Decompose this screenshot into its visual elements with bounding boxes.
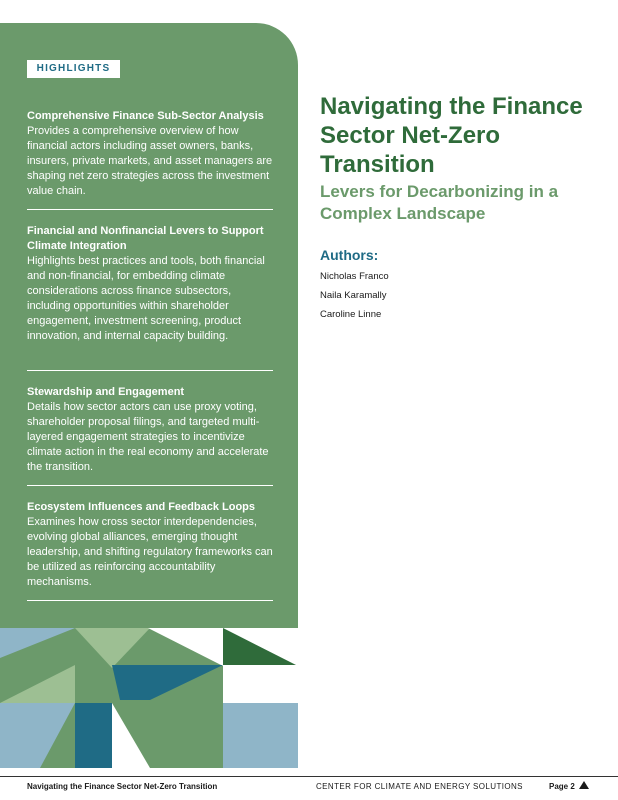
highlight-item xyxy=(27,500,273,590)
author-name: Naila Karamally xyxy=(320,290,387,301)
footer-page-number: Page 2 xyxy=(549,782,575,791)
pattern-triangle xyxy=(150,703,223,768)
pattern-polygon xyxy=(0,703,75,768)
divider xyxy=(27,485,273,486)
geometric-pattern-graphic xyxy=(0,628,298,768)
page-title: Navigating the Finance Sector Net-Zero Transition xyxy=(320,93,583,178)
author-name: Nicholas Franco xyxy=(320,271,389,282)
highlight-body: Provides a comprehensive overview of how financial actors including asset owners, banks, insurers, private markets, and asset managers are shaping net zero strategies across the investment value chain. xyxy=(27,125,273,197)
pattern-triangle xyxy=(0,665,75,703)
divider xyxy=(27,600,273,601)
highlight-item xyxy=(27,109,273,199)
up-arrow-icon[interactable] xyxy=(579,781,589,789)
divider xyxy=(27,370,273,371)
divider xyxy=(27,209,273,210)
pattern-block xyxy=(223,665,298,703)
highlight-title: Ecosystem Influences and Feedback Loops xyxy=(27,501,256,513)
pattern-triangle xyxy=(75,628,150,668)
highlight-title: Financial and Nonfinancial Levers to Support Climate Integration xyxy=(27,225,264,252)
highlight-title: Stewardship and Engagement xyxy=(27,386,185,398)
footer-divider xyxy=(0,776,618,777)
pattern-triangle xyxy=(112,703,150,768)
author-name: Caroline Linne xyxy=(320,309,382,320)
main-content xyxy=(320,92,610,320)
highlight-title: Comprehensive Finance Sub-Sector Analysis xyxy=(27,110,264,122)
pattern-block xyxy=(75,703,112,768)
highlight-body: Examines how cross sector interdependencies, evolving global alliances, emerging thought leadership, and shifting regulatory frameworks can be utilized as reinforcing accountability mechanisms. xyxy=(27,516,273,588)
highlights-sidebar xyxy=(0,23,298,768)
highlight-body: Highlights best practices and tools, both financial and non-financial, for embedding climate considerations across finance subsectors, including opportunities within shareholder engagement, investment screening, product innovation, and internal capacity building. xyxy=(27,255,265,342)
pattern-triangle xyxy=(0,628,75,658)
footer-document-title: Navigating the Finance Sector Net-Zero Transition xyxy=(27,782,218,791)
page-subtitle: Levers for Decarbonizing in a Complex Landscape xyxy=(320,182,559,223)
footer-organization: CENTER FOR CLIMATE AND ENERGY SOLUTIONS xyxy=(316,782,523,791)
authors-heading: Authors: xyxy=(320,247,379,263)
highlight-body: Details how sector actors can use proxy voting, shareholder proposal filings, and targeted multi-layered engagement strategies to incentivize climate action in the real economy and accelerate the transition. xyxy=(27,401,269,473)
highlight-item xyxy=(27,224,273,344)
highlight-item xyxy=(27,385,273,475)
highlights-badge: HIGHLIGHTS xyxy=(27,60,120,78)
pattern-polygon xyxy=(112,665,223,700)
